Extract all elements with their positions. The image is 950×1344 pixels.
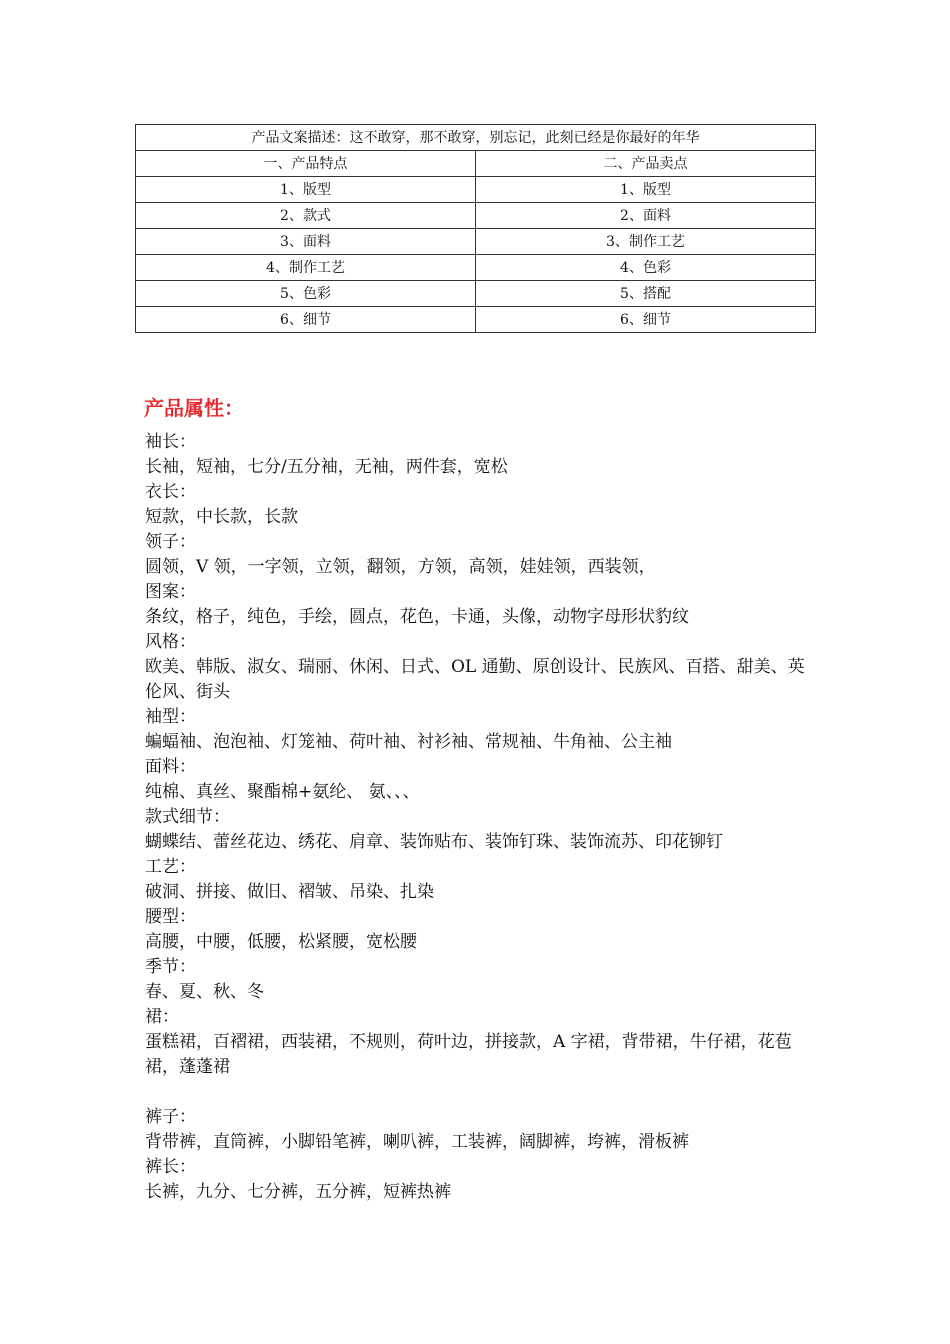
attributes-list <box>145 430 817 1205</box>
table-caption: 产品文案描述：这不敢穿，那不敢穿，别忘记，此刻已经是你最好的年华 <box>136 125 816 151</box>
attribute-value: 圆领，V 领，一字领，立领，翻领，方领，高领，娃娃领，西装领， <box>145 557 656 577</box>
table-header-row <box>136 151 816 177</box>
table-row <box>136 229 816 255</box>
attribute-value: 破洞、拼接、做旧、褶皱、吊染、扎染 <box>145 882 434 902</box>
attribute-label: 面料： <box>145 757 196 777</box>
table-caption-row <box>136 125 816 151</box>
product-copy-table <box>135 124 816 333</box>
attribute-label: 袖型： <box>145 707 196 727</box>
attribute-value: 背带裤，直筒裤，小脚铅笔裤，喇叭裤，工装裤，阔脚裤，垮裤，滑板裤 <box>145 1132 689 1152</box>
attribute-value: 高腰，中腰，低腰，松紧腰，宽松腰 <box>145 932 417 952</box>
attribute-value: 蝴蝶结、蕾丝花边、绣花、肩章、装饰贴布、装饰钉珠、装饰流苏、印花铆钉 <box>145 832 723 852</box>
attribute-label: 季节： <box>145 957 196 977</box>
attribute-value: 春、夏、秋、冬 <box>145 982 264 1002</box>
table-cell: 4、制作工艺 <box>136 255 476 281</box>
attribute-value: 长袖，短袖，七分/五分袖，无袖，两件套，宽松 <box>145 457 508 477</box>
table-cell: 3、面料 <box>136 229 476 255</box>
table-cell: 3、制作工艺 <box>476 229 816 255</box>
table-cell: 5、色彩 <box>136 281 476 307</box>
table-cell: 6、细节 <box>476 307 816 333</box>
attribute-value: 蝙蝠袖、泡泡袖、灯笼袖、荷叶袖、衬衫袖、常规袖、牛角袖、公主袖 <box>145 732 672 752</box>
table-row <box>136 281 816 307</box>
table-cell: 6、细节 <box>136 307 476 333</box>
table-cell: 1、版型 <box>476 177 816 203</box>
table-cell: 2、面料 <box>476 203 816 229</box>
attribute-label: 风格： <box>145 632 196 652</box>
attribute-label: 款式细节： <box>145 807 230 827</box>
table-row <box>136 177 816 203</box>
table-cell: 2、款式 <box>136 203 476 229</box>
attribute-value: 短款，中长款，长款 <box>145 507 298 527</box>
attribute-value: 纯棉、真丝、聚酯棉+氨纶、 氨、、、 <box>145 782 420 802</box>
table-row <box>136 203 816 229</box>
table-cell: 5、搭配 <box>476 281 816 307</box>
attribute-label: 工艺： <box>145 857 196 877</box>
attribute-label: 裙： <box>145 1007 179 1027</box>
attributes-title: 产品属性： <box>144 396 244 420</box>
attribute-label: 衣长： <box>145 482 196 502</box>
table-cell: 1、版型 <box>136 177 476 203</box>
attribute-value: 欧美、韩版、淑女、瑞丽、休闲、日式、OL 通勤、原创设计、民族风、百搭、甜美、英伦风、街头 <box>145 657 805 702</box>
header-selling-points: 二、产品卖点 <box>476 151 816 177</box>
table-row <box>136 307 816 333</box>
attribute-label: 图案： <box>145 582 196 602</box>
table-row <box>136 255 816 281</box>
attribute-label: 裤子： <box>145 1107 196 1127</box>
attribute-value: 长裤，九分、七分裤，五分裤，短裤热裤 <box>145 1182 451 1202</box>
attribute-label: 袖长： <box>145 432 196 452</box>
header-features: 一、产品特点 <box>136 151 476 177</box>
table-cell: 4、色彩 <box>476 255 816 281</box>
attribute-value: 条纹，格子，纯色，手绘，圆点，花色，卡通，头像，动物字母形状豹纹 <box>145 607 689 627</box>
attribute-value: 蛋糕裙，百褶裙，西装裙，不规则，荷叶边，拼接款，A 字裙，背带裙，牛仔裙，花苞裙，蓬蓬裙 <box>145 1032 792 1077</box>
blank-line <box>145 1080 817 1105</box>
attribute-label: 裤长： <box>145 1157 196 1177</box>
attribute-label: 领子： <box>145 532 196 552</box>
attribute-label: 腰型： <box>145 907 196 927</box>
